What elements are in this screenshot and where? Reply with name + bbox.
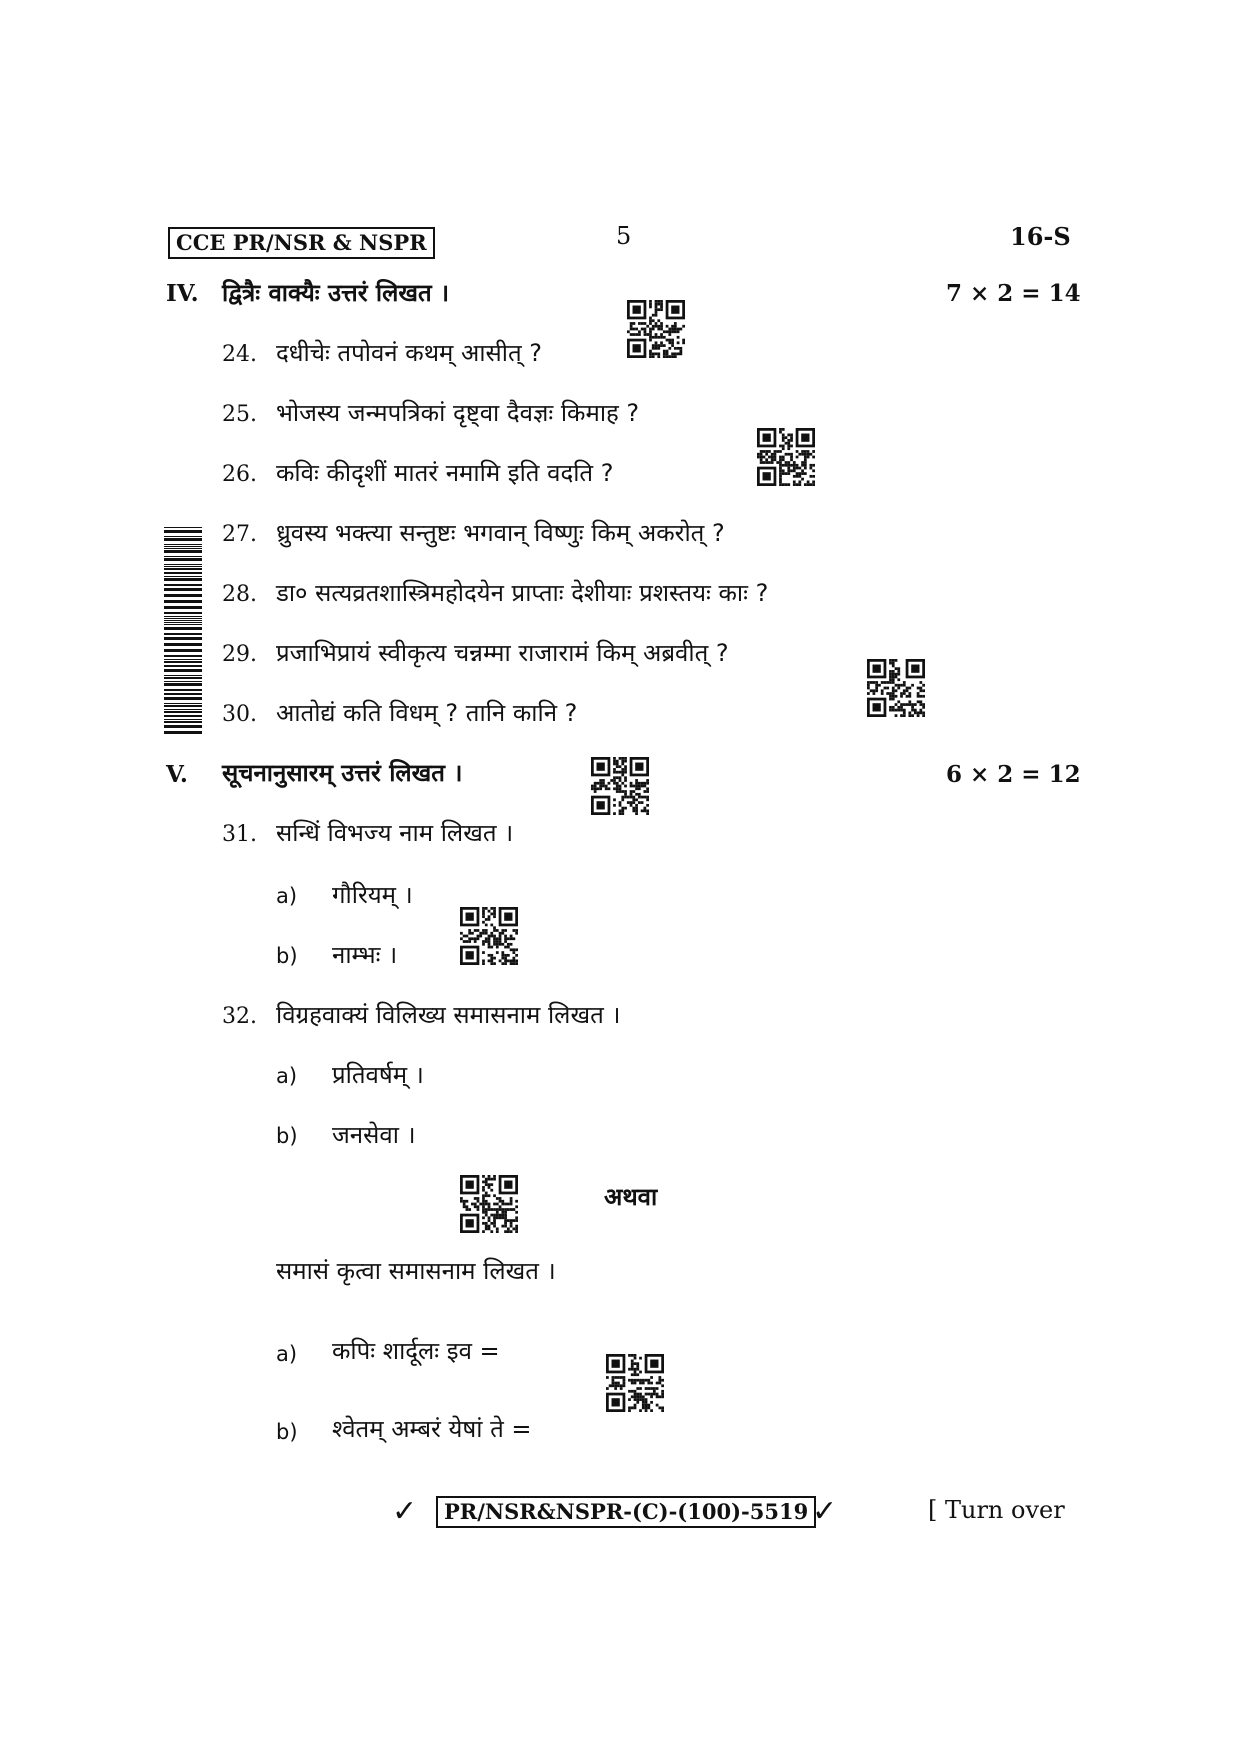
or-label: अथवा [604,1183,658,1211]
question-text: प्रजाभिप्रायं स्वीकृत्य चन्नम्मा राजारामं किम् अब्रवीत् ? [276,639,729,667]
question-text: डा० सत्यव्रतशास्त्रिमहोदयेन प्राप्ताः देशीयाः प्रशस्तयः काः ? [276,579,769,607]
question-text: ध्रुवस्य भक्त्या सन्तुष्टः भगवान् विष्णुः किम् अकरोत् ? [276,519,725,547]
option-text: कपिः शार्दूलः इव = [332,1337,500,1365]
check-mark-icon: ✓ [812,1494,838,1529]
series-code-box: CCE PR/NSR & NSPR [168,227,435,259]
question-text: विग्रहवाक्यं विलिख्य समासनाम लिखत । [276,1001,621,1029]
paper-code: 16-S [1010,222,1071,251]
section-title: द्वित्रैः वाक्यैः उत्तरं लिखत । [222,279,450,307]
option-text: गौरियम् । [332,881,413,909]
question-number: 30. [222,702,257,727]
check-mark-icon: ✓ [392,1494,418,1529]
question-text: सन्धिं विभज्य नाम लिखत । [276,819,514,847]
question-text: दधीचेः तपोवनं कथम् आसीत् ? [276,339,543,367]
alt-instruction: समासं कृत्वा समासनाम लिखत । [276,1257,556,1285]
option-text: जनसेवा । [332,1121,416,1149]
qr-code-icon [627,300,685,358]
option-label: a) [276,884,298,908]
question-number: 26. [222,462,257,487]
question-text: कविः कीदृशीं मातरं नमामि इति वदति ? [276,459,614,487]
question-number: 24. [222,342,257,367]
section-title: सूचनानुसारम् उत्तरं लिखत । [222,759,463,787]
question-number: 28. [222,582,257,607]
qr-code-icon [460,907,518,965]
question-number: 32. [222,1004,257,1029]
option-text: नाम्भः । [332,941,398,969]
option-label: b) [276,944,298,968]
section-marks: 7 × 2 = 14 [946,280,1081,307]
footer-code-box: PR/NSR&NSPR-(C)-(100)-5519 [436,1496,816,1528]
option-text: श्वेतम् अम्बरं येषां ते = [332,1415,532,1443]
section-number: V. [166,761,188,788]
barcode-icon [164,527,202,737]
qr-code-icon [591,757,649,815]
question-number: 29. [222,642,257,667]
qr-code-icon [606,1354,664,1412]
section-number: IV. [166,280,199,307]
option-label: a) [276,1064,298,1088]
question-number: 27. [222,522,257,547]
option-label: b) [276,1124,298,1148]
qr-code-icon [867,659,925,717]
question-number: 31. [222,822,257,847]
option-label: a) [276,1342,298,1366]
page-number: 5 [616,222,632,250]
qr-code-icon [757,428,815,486]
option-label: b) [276,1420,298,1444]
turn-over-label: [ Turn over [928,1496,1065,1524]
qr-code-icon [460,1175,518,1233]
question-text: भोजस्य जन्मपत्रिकां दृष्ट्वा दैवज्ञः किमाह ? [276,399,640,427]
section-marks: 6 × 2 = 12 [946,761,1081,788]
question-text: आतोद्यं कति विधम् ? तानि कानि ? [276,699,578,727]
question-number: 25. [222,402,257,427]
option-text: प्रतिवर्षम् । [332,1061,424,1089]
